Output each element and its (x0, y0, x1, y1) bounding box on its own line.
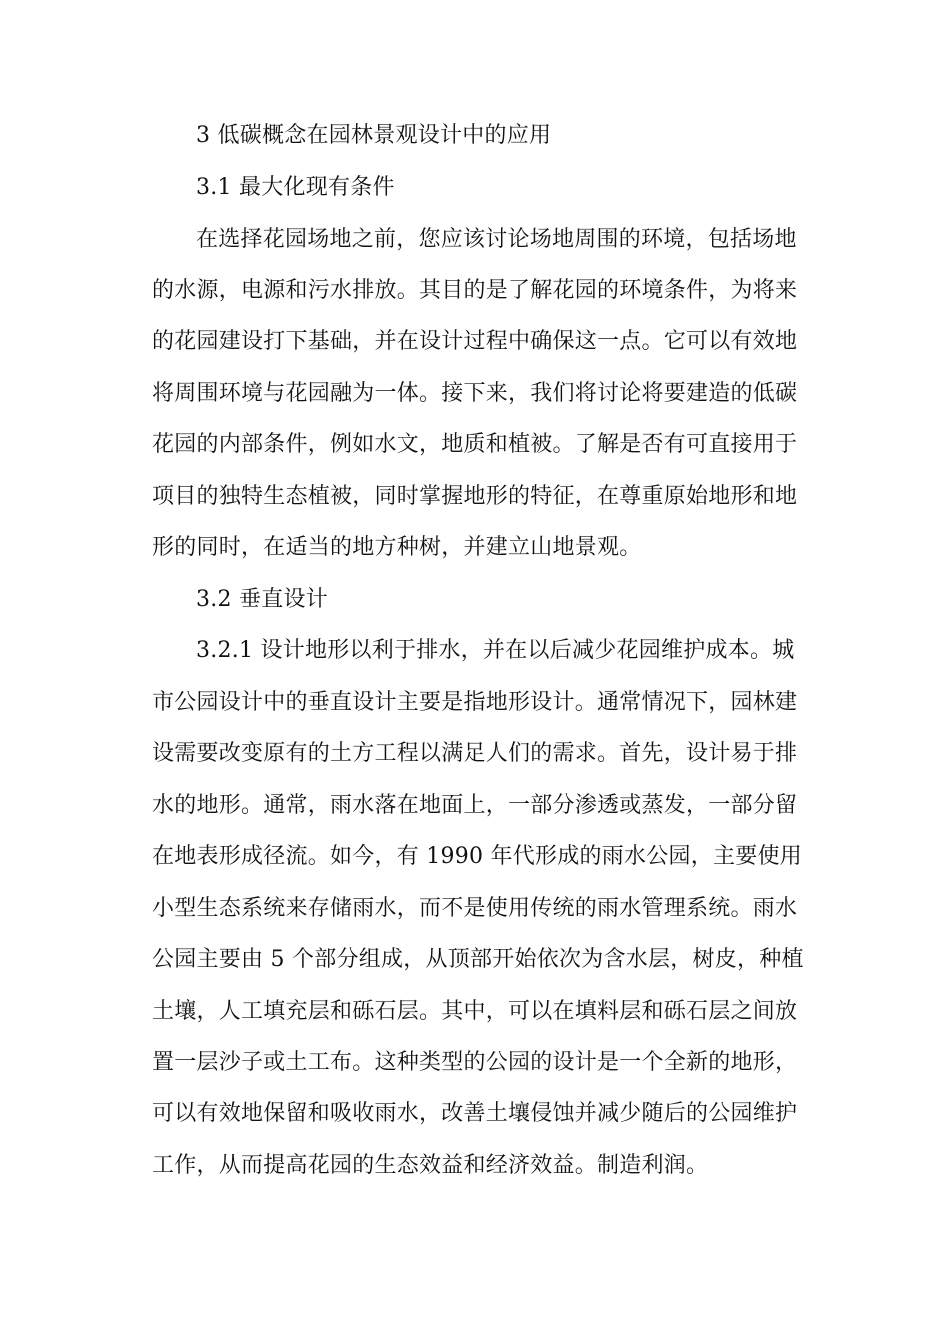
paragraph-line: 在地表形成径流。如今，有 1990 年代形成的雨水公园，主要使用 (152, 844, 802, 869)
paragraph-line: 可以有效地保留和吸收雨水，改善土壤侵蚀并减少随后的公园维护 (152, 1101, 798, 1126)
paragraph-line: 土壤，人工填充层和砾石层。其中，可以在填料层和砾石层之间放 (152, 999, 798, 1024)
paragraph-line: 在选择花园场地之前，您应该讨论场地周围的环境，包括场地 (196, 227, 797, 252)
paragraph-line: 小型生态系统来存储雨水，而不是使用传统的雨水管理系统。雨水 (152, 896, 798, 921)
paragraph-line: 的水源，电源和污水排放。其目的是了解花园的环境条件，为将来 (152, 278, 798, 303)
paragraph-line: 形的同时，在适当的地方种树，并建立山地景观。 (152, 535, 642, 560)
paragraph-line: 水的地形。通常，雨水落在地面上，一部分渗透或蒸发，一部分留 (152, 793, 798, 818)
paragraph-line: 3.2.1 设计地形以利于排水，并在以后减少花园维护成本。城 (196, 638, 795, 663)
paragraph-line: 置一层沙子或土工布。这种类型的公园的设计是一个全新的地形， (152, 1050, 798, 1075)
section-heading-3: 3 低碳概念在园林景观设计中的应用 (196, 123, 552, 148)
paragraph-line: 市公园设计中的垂直设计主要是指地形设计。通常情况下，园林建 (152, 690, 798, 715)
paragraph-line: 的花园建设打下基础，并在设计过程中确保这一点。它可以有效地 (152, 329, 798, 354)
paragraph-line: 公园主要由 5 个部分组成，从顶部开始依次为含水层，树皮，种植 (152, 947, 804, 972)
paragraph-line: 工作，从而提高花园的生态效益和经济效益。制造利润。 (152, 1153, 709, 1178)
paragraph-line: 项目的独特生态植被，同时掌握地形的特征，在尊重原始地形和地 (152, 484, 798, 509)
paragraph-line: 花园的内部条件，例如水文，地质和植被。了解是否有可直接用于 (152, 432, 798, 457)
subsection-heading-3-1: 3.1 最大化现有条件 (196, 175, 395, 200)
paragraph-line: 设需要改变原有的土方工程以满足人们的需求。首先，设计易于排 (152, 741, 798, 766)
subsection-heading-3-2: 3.2 垂直设计 (196, 587, 328, 612)
paragraph-line: 将周围环境与花园融为一体。接下来，我们将讨论将要建造的低碳 (152, 381, 798, 406)
